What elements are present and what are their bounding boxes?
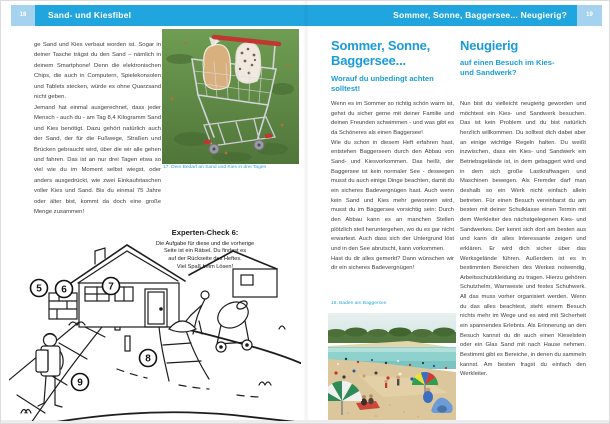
article-heading-neugierig	[460, 38, 586, 53]
expert-check-title: Experten-Check 6:	[171, 228, 239, 237]
column2-body-text	[460, 100, 586, 380]
article-subheading-neugierig	[460, 58, 586, 77]
paragraph: Nun bist du vielleicht neugierig geworden und möchtest ein Kies- und Sandwerk besuchen. Das ist kein Problem und du bist natürlich herzlich willkommen. Du solltest dich dabei aber an einige wichtige Regeln halten. Du weißt inzwischen, dass ein Kies- und Sandwerk ein Betriebsgelände ist, in dem gebaggert wird und in dem sich große Lastkraftwagen und Maschinen bewegen. Als Fremder darf man deshalb so ein Werk nicht einfach allein betreten. Für einen Besuch vereinbarst du am besten mit deiner Schulklasse einen Termin mit dem Werkleiter des nächstgelegenen Kies- und Sandwerkes. Der kennt sich dort am besten aus und kann dir alles Interessante zeigen und erklären. Er wird dich sicher über das Werksgelände führen. Außerdem ist es in bestimmten Bereichen des Werkes notwendig, Arbeitsschutzkleidung zu tragen. Hierzu gehören Schutzhelm, Warnweste und festes Schuhwerk. All das muss vorher organisiert werden. Wenn du das alles beachtest, steht einem Besuch nichts mehr im Wege und es wird mit Sicherheit ein spannendes Erlebnis. Als Erinnerung an den Besuch kannst du dir auch einen Kieselstein oder ein Glas Sand mit nach Hause nehmen. Bestimmt gibt es Bereiche, in denen du sammeln kannst. Am besten fragst du einfach den Werkleiter.	[460, 101, 586, 378]
article-subheading-baggersee	[331, 74, 454, 93]
shopping-cart-illustration	[162, 29, 299, 164]
paragraph: Jemand hat einmal ausgerechnet, dass jeder Mensch - auch du - am Tag 8,4 Kilogramm Sand und Kies benötigt. Dazu gehört natürlich auch der Sand, der für die Fußwege, Straßen und Brücken gebraucht wird, über die wir alle gehen und fahren. Das ist an nur drei Tagen etwa so viel wie du im Moment selbst wiegst, oder anders ausgedrückt, wie zwei Einkaufstaschen voller Kies und Sand. Bis du einmal 75 Jahre oder älter bist, kommt da doch eine große Menge zusammen!	[34, 104, 161, 216]
page-fold-shadow	[303, 1, 309, 424]
marker-5: 5	[36, 283, 42, 295]
paragraph: Wie du schon in diesem Heft erfahren hast, entstehen Baggerseen durch den Abbau von Sand- und Kiesvorkommen. Das heißt, der Baggersee ist kein normaler See - deswegen musst du auch einige Dinge beachten, damit du ein sicheres Badevergnügen hast. Auch wenn kein Sand und Kies mehr gewonnen wird, musst du im Baggersee vorsichtig sein: Durch den Abbau kann es an manchen Stellen plötzlich steil heruntergehen, wo du es gar nicht erwartest. Auch dass sich der Untergrund löst und in den See abrutscht, kann vorkommen.	[331, 139, 454, 252]
heading-line: Baggersee...	[331, 53, 406, 68]
expert-check-box	[119, 228, 291, 272]
heading-line: Neugierig	[460, 38, 519, 53]
expert-check-line: Viel Spaß beim Lösen!	[176, 264, 234, 271]
article-heading-baggersee	[331, 38, 454, 68]
marker-7: 7	[108, 281, 114, 293]
beach-scene	[328, 313, 456, 420]
subheading-line: Worauf du unbedingt achten	[331, 74, 434, 83]
beach-photo	[328, 313, 456, 420]
shopping-cart-photo	[162, 29, 299, 164]
cement-mixer	[213, 297, 253, 352]
column1-body-text	[331, 100, 454, 274]
treeline	[328, 328, 456, 344]
paragraph: Hast du dir alles gemerkt? Dann wünschen wir dir ein sicheres Badevergnügen!	[331, 255, 454, 272]
marker-6: 6	[61, 284, 67, 296]
header-bar-left	[35, 5, 306, 26]
paragraph: ge Sand und Kies verbaut worden ist. Sogar in deiner Tasche trägst du den Sand – nämlich in deinem Smartphone! Denn die elektronischen Chips, die auch in Computern, Spielekonsolen und Tablets stecken, würde es ohne Quarzsand nicht geben.	[34, 42, 161, 101]
page-number-left: 18	[11, 5, 35, 26]
subheading-line: solltest!	[331, 83, 361, 93]
marker-9: 9	[77, 377, 83, 389]
left-page-body-text	[34, 40, 161, 218]
heading-line: Sommer, Sonne,	[331, 38, 431, 53]
page-number-right: 19	[577, 5, 602, 26]
expert-check-line: Seite ist ein Rätsel. Du findest es	[163, 248, 247, 255]
figure-caption-beach: 18. Baden am Baggersee	[331, 301, 387, 306]
header-title-right: Sommer, Sonne, Baggersee... Neugierig?	[393, 10, 567, 20]
driveway	[159, 327, 209, 381]
header-bar-right	[306, 5, 577, 26]
marker-8: 8	[145, 353, 151, 365]
figure-caption-cart: 17. Dein Bedarf an Sand und Kies in drei Tagen	[163, 165, 267, 170]
header-title-left: Sand- und Kiesfibel	[48, 10, 132, 20]
subheading-line: und Sandwerk?	[460, 67, 517, 77]
expert-check-line: auf der Rückseite des Heftes.	[168, 256, 242, 263]
expert-check-line: Die Aufgabe für diese und die vorherige	[155, 240, 255, 247]
paragraph: Wenn es im Sommer so richtig schön warm ist, gehst du sicher gerne mit deiner Familie und deinen Freunden schwimmen - und was gibt es da Schöneres als einen Baggersee!	[331, 101, 454, 136]
subheading-line: auf einen Besuch im Kies-	[460, 58, 555, 67]
